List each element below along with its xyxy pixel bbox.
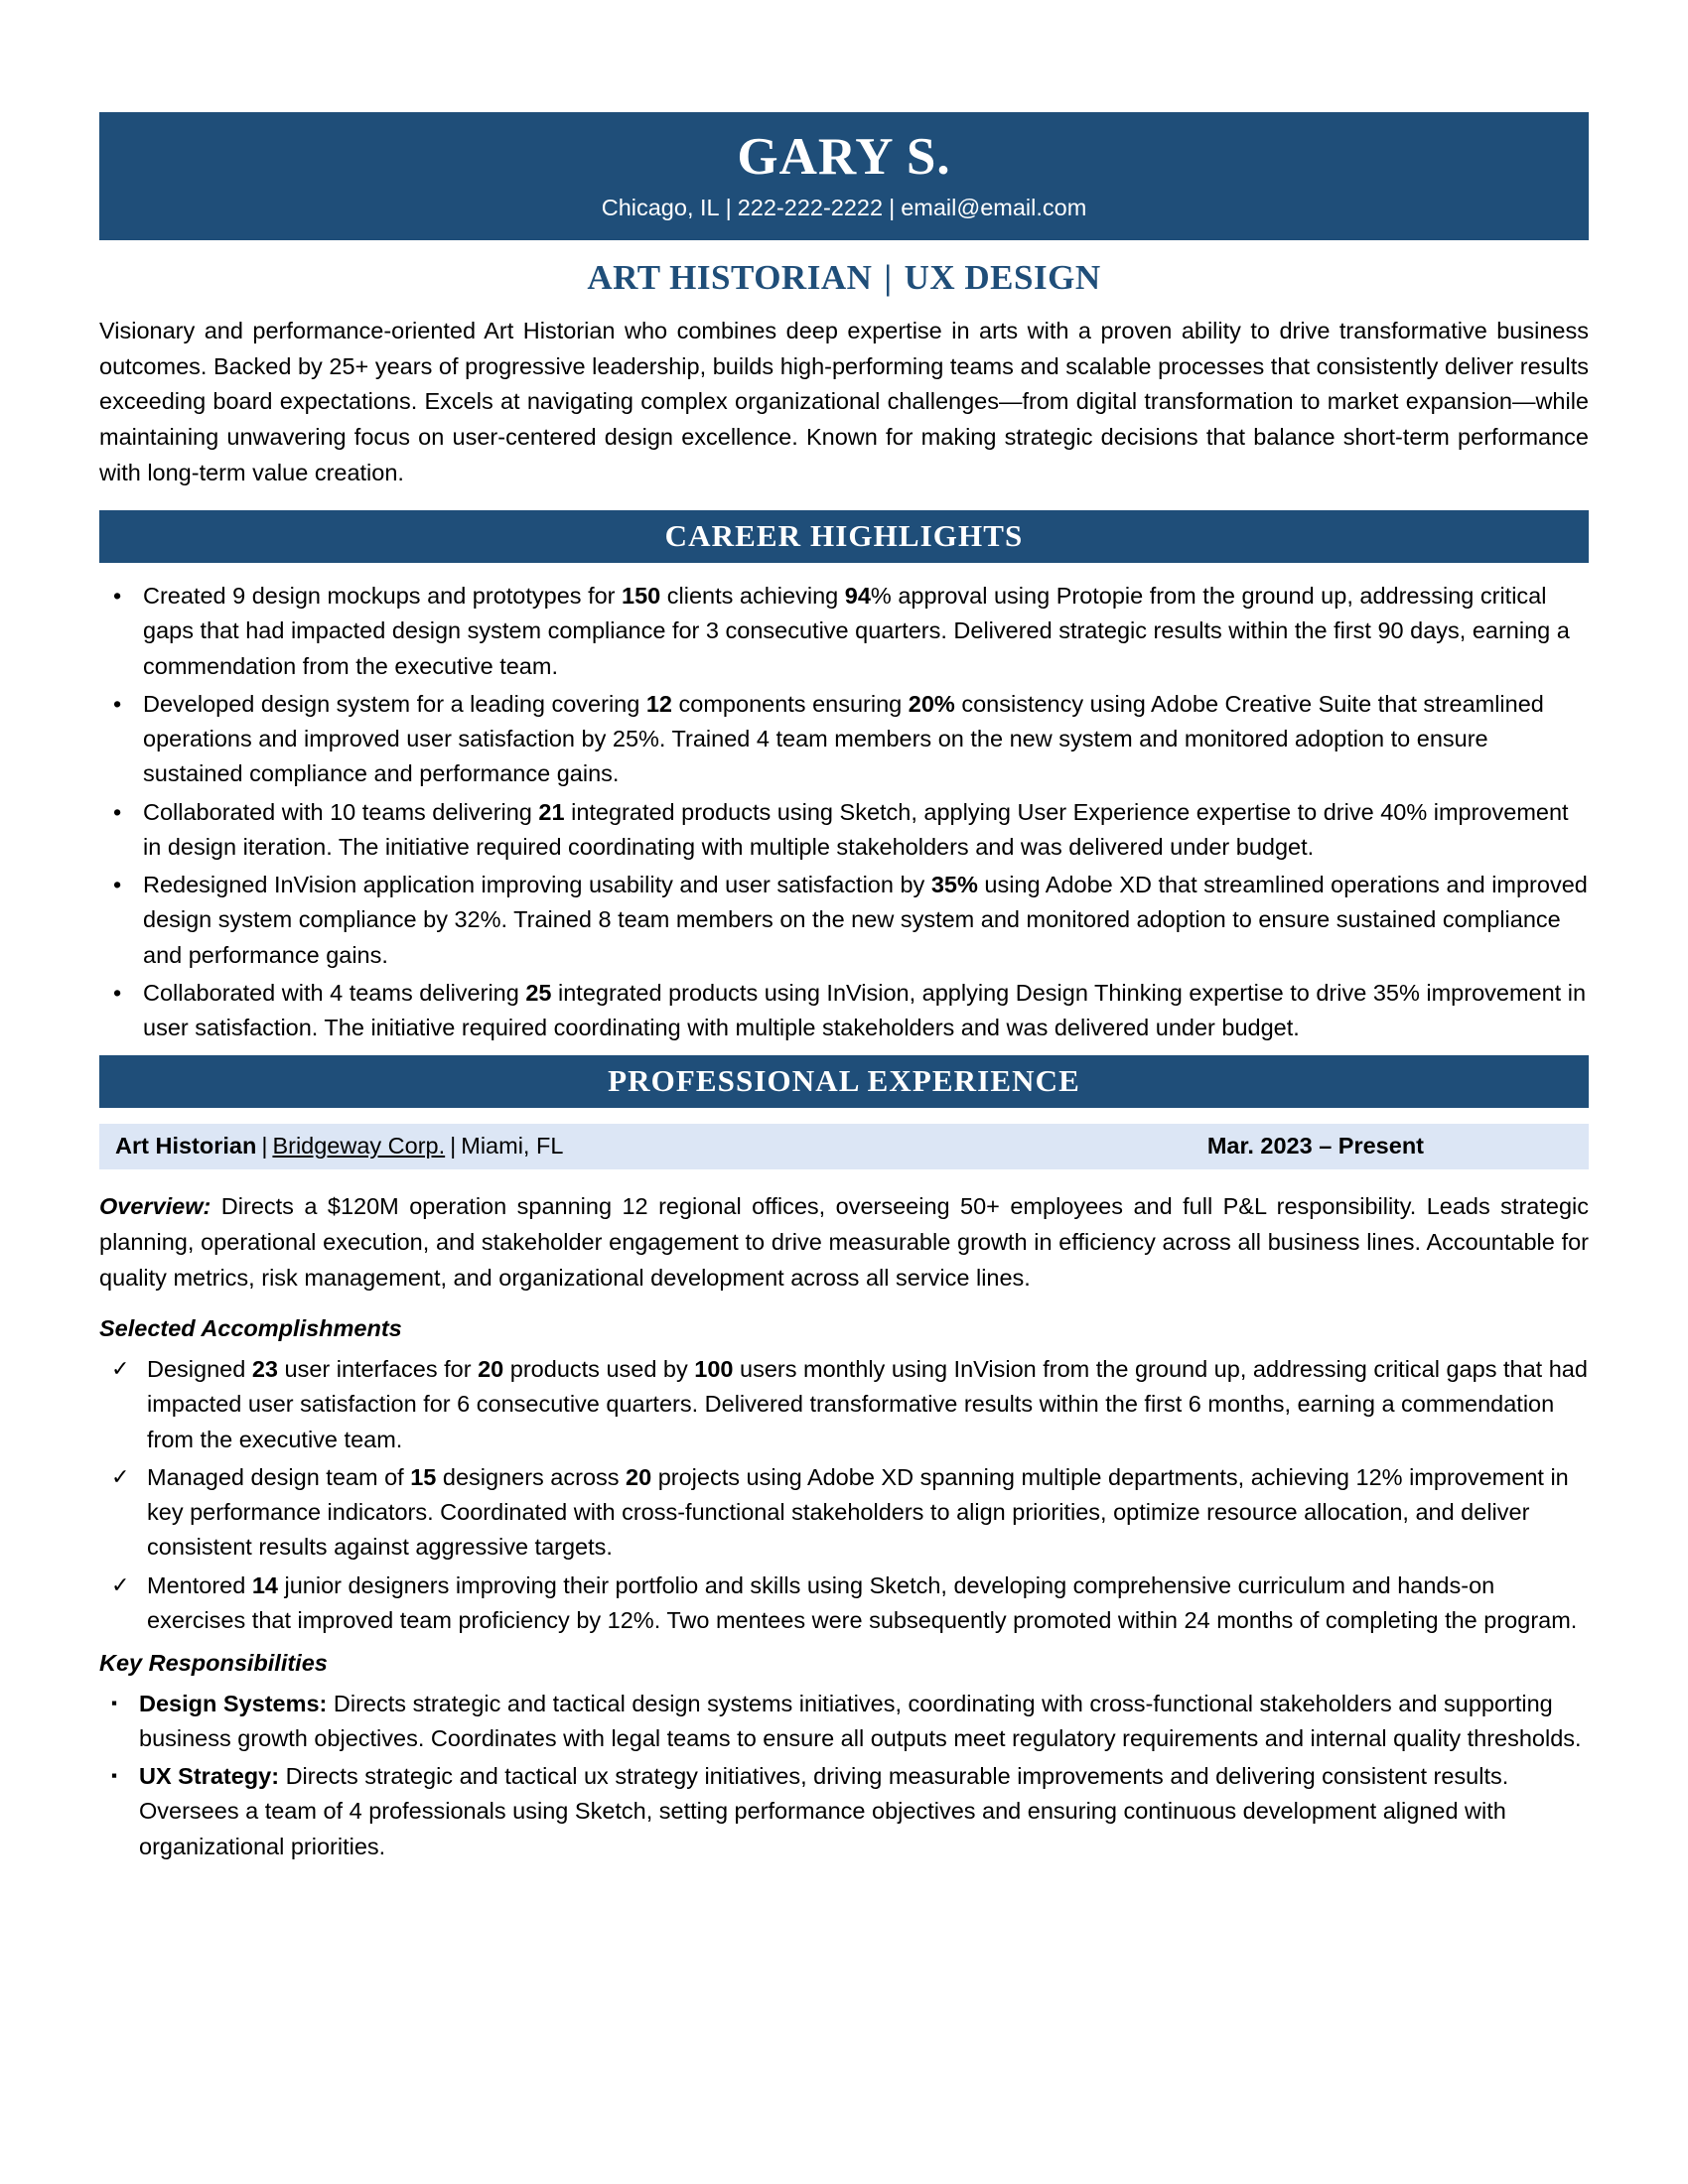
contact-separator-1: | (725, 195, 732, 221)
list-item (99, 1569, 1589, 1639)
bullet-marker-icon: • (113, 690, 122, 717)
candidate-name: GARY S. (737, 128, 951, 186)
list-item-text: Design Systems: Directs strategic and tactical design systems initiatives, coordinating with cross-functional stakeholders and supporting business growth objectives. Coordinates with legal teams to ensure all outputs meet regulatory requirements and internal quality thresholds. (139, 1690, 1582, 1751)
list-item (99, 795, 1589, 866)
bullet-marker-icon: • (113, 979, 122, 1006)
list-item-text: Redesigned InVision application improving usability and user satisfaction by 35% using Adobe XD that streamlined operations and improved design system compliance by 32%. Trained 8 team members on the new system and monitored adoption to ensure sustained compliance and performance gains. (143, 872, 1588, 968)
list-item (99, 1687, 1589, 1757)
job-overview (99, 1189, 1589, 1296)
bullet-marker-icon: • (113, 583, 122, 610)
section-title-professional-experience: PROFESSIONAL EXPERIENCE (608, 1063, 1080, 1099)
professional-summary: Visionary and performance-oriented Art Historian who combines deep expertise in arts with a proven ability to drive transformative business outcomes. Backed by 25+ years of progressive leadership, builds high-performing teams and scalable processes that consistently deliver results exceeding board expectations. Excels at navigating complex organizational challenges—from digital transformation to market expansion—while maintaining unwavering focus on user-centered design excellence. Known for making strategic decisions that balance short-term performance with long-term value creation. (99, 317, 1589, 485)
resume-content (99, 112, 1589, 1874)
section-band-professional-experience (99, 1055, 1589, 1108)
job-separator-2: | (450, 1132, 457, 1159)
list-item (99, 579, 1589, 684)
bullet-marker-icon: ✓ (111, 1356, 130, 1381)
list-item (99, 1759, 1589, 1864)
job-header-bar (99, 1124, 1589, 1169)
job-overview-text: Directs a $120M operation spanning 12 regional offices, overseeing 50+ employees and full P&L responsibility. Leads strategic planning, operational execution, and stakeholder engagement to drive measurable growth in efficiency across all business lines. Accountable for quality metrics, risk management, and organizational development across all service lines. (99, 1193, 1589, 1291)
job-overview-label: Overview: (99, 1193, 211, 1220)
list-item-text: Designed 23 user interfaces for 20 products used by 100 users monthly using InVision from the ground up, addressing critical gaps that had impacted user satisfaction for 6 consecutive quarters. Delivered transformative results within the first 6 months, earning a commendation from the executive team. (147, 1356, 1588, 1452)
list-item (99, 1352, 1589, 1457)
job-header-left (115, 1132, 563, 1160)
bullet-marker-icon: • (113, 798, 122, 825)
key-responsibilities-list (99, 1687, 1589, 1864)
contact-phone[interactable]: 222-222-2222 (737, 195, 884, 221)
bullet-marker-icon: ▪ (111, 1693, 118, 1712)
list-item-text: Created 9 design mockups and prototypes for 150 clients achieving 94% approval using Protopie from the ground up, addressing critical gaps that had impacted design system compliance for 3 consecutive quarters. Delivered strategic results within the first 90 days, earning a commendation from the executive team. (143, 583, 1570, 679)
section-title-career-highlights: CAREER HIGHLIGHTS (664, 518, 1024, 554)
list-item (99, 976, 1589, 1046)
list-item (99, 687, 1589, 792)
list-item-text: Managed design team of 15 designers across 20 projects using Adobe XD spanning multiple departments, achieving 12% improvement in key performance indicators. Coordinated with cross-functional stakeholders to align priorities, optimize resource allocation, and deliver consistent results against aggressive targets. (147, 1463, 1569, 1561)
subheading-key-responsibilities: Key Responsibilities (99, 1650, 328, 1676)
list-item-text: Collaborated with 10 teams delivering 21 integrated products using Sketch, applying User Experience expertise to drive 40% improvement in design iteration. The initiative required coordinating with multiple stakeholders and was delivered under budget. (143, 798, 1569, 860)
job-separator-1: | (261, 1132, 268, 1159)
selected-accomplishments-list (99, 1352, 1589, 1638)
job-title: Art Historian (115, 1132, 257, 1159)
list-item-text: Developed design system for a leading covering 12 components ensuring 20% consistency using Adobe Creative Suite that streamlined operations and improved user satisfaction by 25%. Trained 4 team members on the new system and monitored adoption to ensure sustained compliance and performance gains. (143, 690, 1544, 787)
list-item (99, 1460, 1589, 1566)
list-item-text: Mentored 14 junior designers improving their portfolio and skills using Sketch, developing comprehensive curriculum and hands-on exercises that improved team proficiency by 12%. Two mentees were subsequently promoted within 24 months of completing the program. (147, 1571, 1578, 1633)
job-location: Miami, FL (461, 1132, 564, 1159)
section-band-career-highlights (99, 510, 1589, 563)
contact-email[interactable]: email@email.com (901, 195, 1087, 221)
bullet-marker-icon: ✓ (111, 1571, 130, 1597)
subheading-selected-accomplishments: Selected Accomplishments (99, 1315, 402, 1342)
list-item-text: UX Strategy: Directs strategic and tactical ux strategy initiatives, driving measurable improvements and delivering consistent results. Oversees a team of 4 professionals using Sketch, setting performance objectives and ensuring continuous development aligned with organizational priorities. (139, 1763, 1509, 1859)
bullet-marker-icon: ▪ (111, 1766, 118, 1786)
target-title-left: ART HISTORIAN (587, 257, 873, 297)
list-item-text: Collaborated with 4 teams delivering 25 integrated products using InVision, applying Design Thinking expertise to drive 35% improvement in user satisfaction. The initiative required coordinating with multiple stakeholders and was delivered under budget. (143, 979, 1587, 1041)
target-job-title (99, 258, 1589, 298)
resume-header-band (99, 112, 1589, 240)
contact-separator-2: | (889, 195, 896, 221)
contact-location: Chicago, IL (601, 195, 720, 221)
contact-line (119, 194, 1569, 221)
bullet-marker-icon: • (113, 872, 122, 898)
target-title-separator: | (884, 257, 893, 297)
list-item (99, 868, 1589, 973)
job-company: Bridgeway Corp. (272, 1132, 446, 1159)
job-dates: Mar. 2023 – Present (1206, 1132, 1424, 1159)
target-title-right: UX DESIGN (904, 257, 1101, 297)
bullet-marker-icon: ✓ (111, 1463, 130, 1489)
career-highlights-list (99, 579, 1589, 1045)
